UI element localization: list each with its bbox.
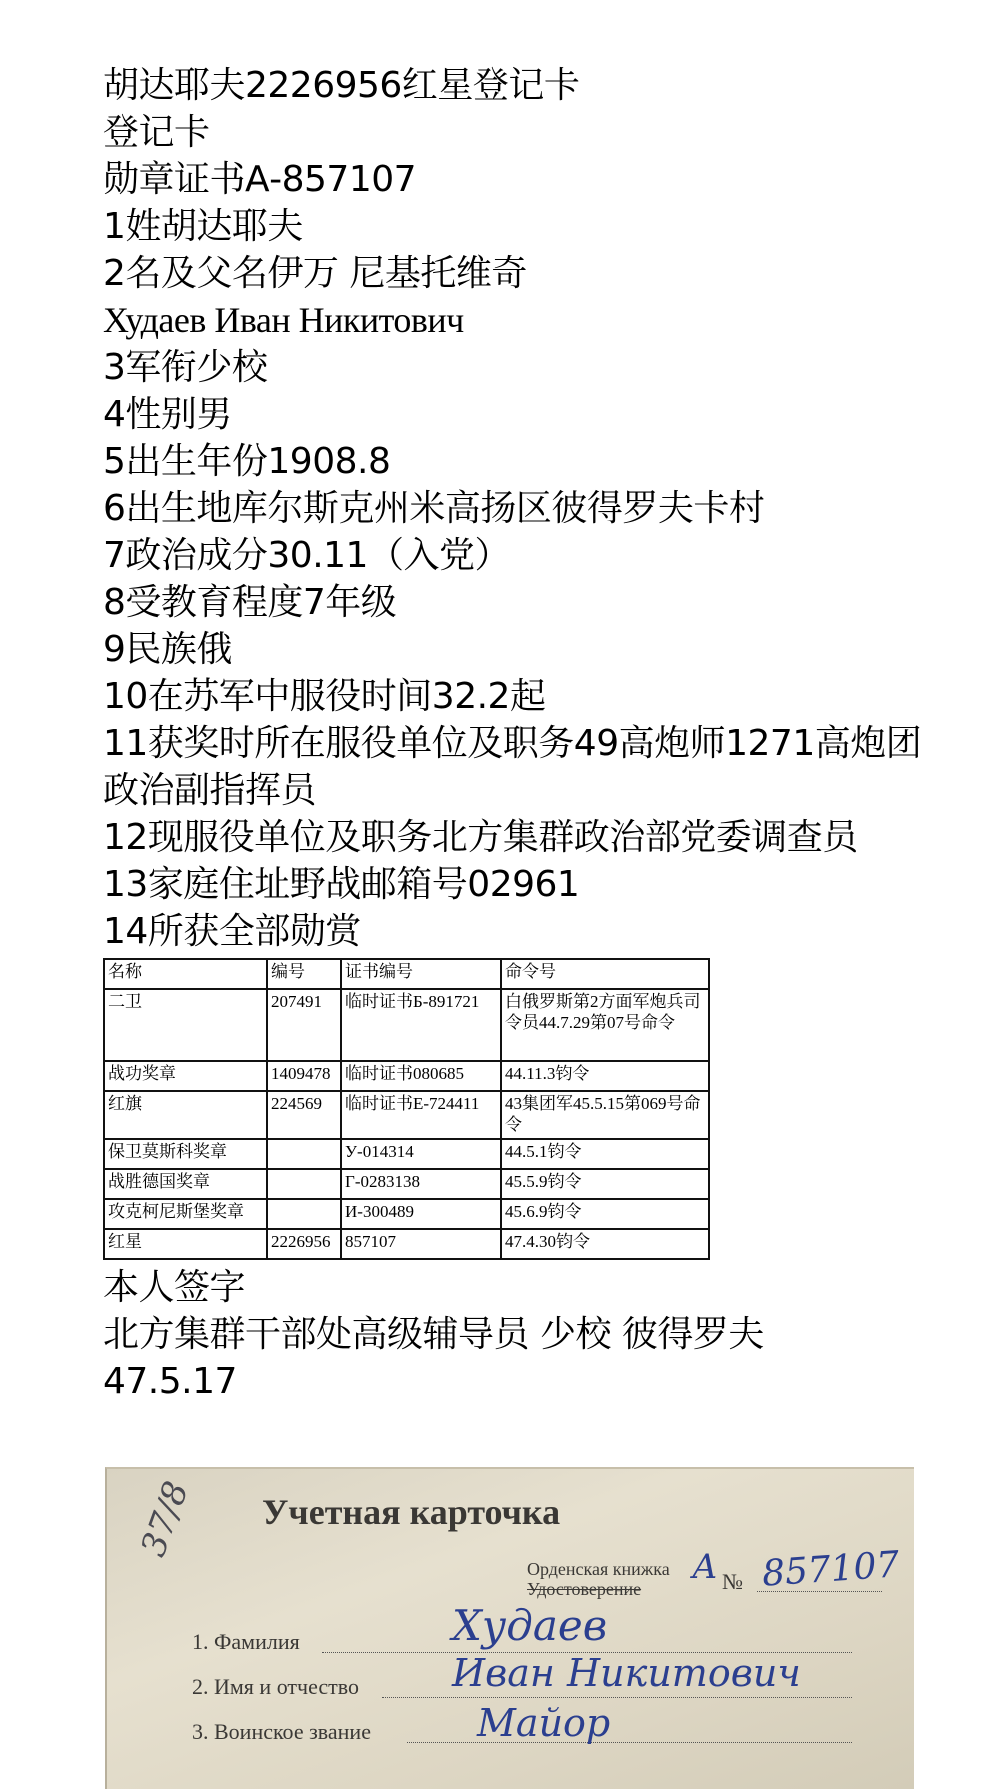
- cell-order: 45.6.9钧令: [501, 1199, 709, 1229]
- field-unit-at-award: 11获奖时所在服役单位及职务49高炮师1271高炮团政治副指挥员: [103, 723, 922, 811]
- header-name: 名称: [104, 959, 267, 989]
- table-row: [104, 1139, 709, 1169]
- signature-label: 本人签字: [103, 1267, 246, 1308]
- cell-name: 保卫莫斯科奖章: [104, 1139, 267, 1169]
- cell-name: 攻克柯尼斯堡奖章: [104, 1199, 267, 1229]
- document-body: [103, 62, 933, 1405]
- cell-name: 红旗: [104, 1091, 267, 1139]
- field-education: 8受教育程度7年级: [103, 582, 397, 623]
- cell-order: 44.11.3钧令: [501, 1061, 709, 1091]
- header-order: 命令号: [501, 959, 709, 989]
- table-row: [104, 1091, 709, 1139]
- cell-certificate: И-300489: [341, 1199, 501, 1229]
- book-label-struck: Удостоверение: [527, 1579, 642, 1599]
- card-field-label: 1. Фамилия: [192, 1629, 300, 1654]
- field-service-start: 10在苏军中服役时间32.2起: [103, 676, 546, 717]
- scanned-card-image: [105, 1467, 914, 1789]
- field-name-patronymic: 2名及父名伊万 尼基托维奇: [103, 253, 527, 294]
- field-nationality: 9民族俄: [103, 629, 232, 670]
- field-surname: 1姓胡达耶夫: [103, 206, 303, 247]
- table-row: [104, 989, 709, 1061]
- field-name-russian: Худаев Иван Никитович: [103, 300, 464, 340]
- field-underline: [407, 1742, 852, 1743]
- cell-order: 44.5.1钧令: [501, 1139, 709, 1169]
- cell-number: 2226956: [267, 1229, 341, 1259]
- cell-number: 1409478: [267, 1061, 341, 1091]
- cell-order: 45.5.9钧令: [501, 1169, 709, 1199]
- doc-subtitle: 登记卡: [103, 112, 210, 153]
- table-row: [104, 1169, 709, 1199]
- cell-certificate: У-014314: [341, 1139, 501, 1169]
- card-field-value: Иван Никитович: [452, 1651, 801, 1695]
- cell-name: 红星: [104, 1229, 267, 1259]
- cell-certificate: 临时证书080685: [341, 1061, 501, 1091]
- doc-title: 胡达耶夫2226956红星登记卡: [103, 65, 580, 106]
- corner-note: 37/8: [133, 1476, 198, 1562]
- cell-number: [267, 1199, 341, 1229]
- signature-date: 47.5.17: [103, 1361, 237, 1402]
- field-birthplace: 6出生地库尔斯克州米高扬区彼得罗夫卡村: [103, 488, 765, 529]
- card-field-value: Майор: [477, 1701, 611, 1745]
- field-party: 7政治成分30.11（入党）: [103, 535, 510, 576]
- order-book-number: 勋章证书А-857107: [103, 159, 417, 200]
- cell-order: 43集团军45.5.15第069号命令: [501, 1091, 709, 1139]
- cell-number: 207491: [267, 989, 341, 1061]
- table-row: [104, 1061, 709, 1091]
- field-current-unit: 12现服役单位及职务北方集群政治部党委调查员: [103, 817, 858, 858]
- card-field-value: Худаев: [452, 1601, 608, 1650]
- cell-certificate: 临时证书Е-724411: [341, 1091, 501, 1139]
- cell-certificate: 临时证书Б-891721: [341, 989, 501, 1061]
- field-rank: 3军衔少校: [103, 347, 268, 388]
- book-number: 857107: [760, 1544, 901, 1595]
- cell-name: 战胜德国奖章: [104, 1169, 267, 1199]
- book-series: А: [692, 1547, 718, 1587]
- cell-certificate: 857107: [341, 1229, 501, 1259]
- field-birth-year: 5出生年份1908.8: [103, 441, 391, 482]
- cell-number: 224569: [267, 1091, 341, 1139]
- field-sex: 4性别男: [103, 394, 232, 435]
- card-title: Учетная карточка: [262, 1492, 561, 1532]
- cell-name: 战功奖章: [104, 1061, 267, 1091]
- cell-order: 47.4.30钧令: [501, 1229, 709, 1259]
- book-label: Орденская книжка: [527, 1559, 670, 1579]
- header-certificate: 证书编号: [341, 959, 501, 989]
- card-field-label: 2. Имя и отчество: [192, 1674, 360, 1699]
- cell-number: [267, 1169, 341, 1199]
- cell-certificate: Г-0283138: [341, 1169, 501, 1199]
- cell-number: [267, 1139, 341, 1169]
- card-field-label: 3. Воинское звание: [192, 1719, 371, 1744]
- field-all-awards: 14所获全部勋赏: [103, 911, 361, 952]
- field-underline: [382, 1697, 852, 1698]
- table-row: [104, 1199, 709, 1229]
- number-underline: [757, 1591, 882, 1592]
- header-number: 编号: [267, 959, 341, 989]
- number-label: №: [722, 1569, 743, 1594]
- table-row: [104, 1229, 709, 1259]
- signer: 北方集群干部处高级辅导员 少校 彼得罗夫: [103, 1314, 764, 1355]
- cell-order: 白俄罗斯第2方面军炮兵司令员44.7.29第07号命令: [501, 989, 709, 1061]
- table-header-row: [104, 959, 709, 989]
- cell-name: 二卫: [104, 989, 267, 1061]
- awards-table: [103, 958, 710, 1260]
- field-home-address: 13家庭住址野战邮箱号02961: [103, 864, 580, 905]
